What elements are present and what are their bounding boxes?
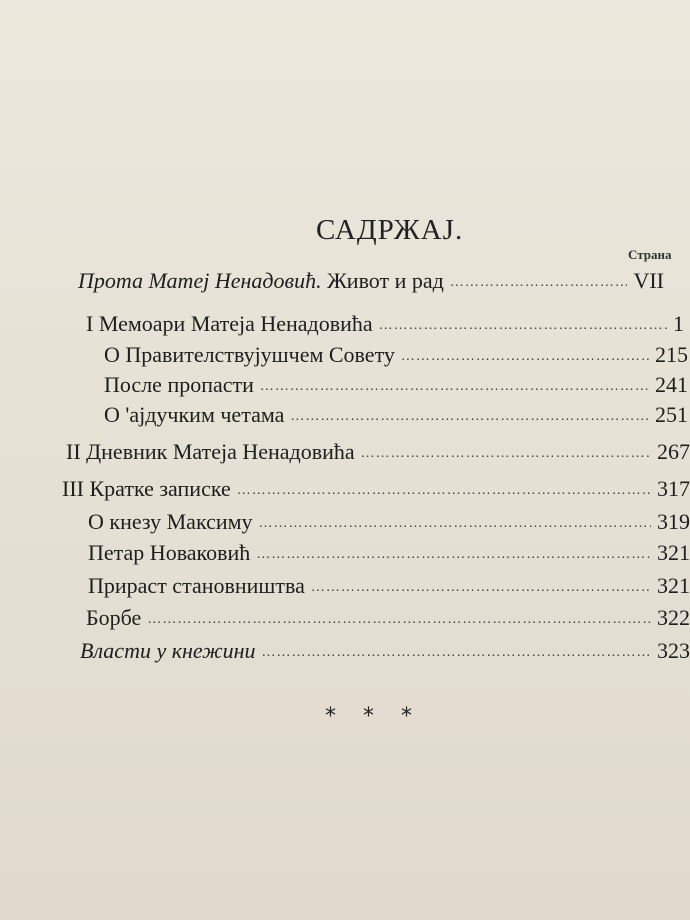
toc-entry (88, 540, 690, 568)
toc-entry-label: О 'ајдучким четама (104, 402, 285, 427)
contents-title: САДРЖАЈ. (316, 214, 464, 246)
leader-dots (259, 516, 651, 532)
toc-entry-page: 241 (655, 372, 688, 397)
toc-entry-label: Прираст становништва (88, 573, 305, 598)
toc-entry-page: 321 (657, 573, 690, 598)
leader-dots (401, 349, 649, 365)
toc-entry-label: Власти у кнежини (80, 638, 256, 663)
toc-entry-label: Петар Новаковић (88, 540, 251, 565)
toc-entry (78, 268, 664, 296)
toc-entry-label: III Кратке записке (62, 476, 231, 501)
leader-dots (311, 580, 651, 596)
toc-entry-page: 317 (657, 476, 690, 501)
toc-entry-prefix: Прота Матеј Ненадовић. (78, 268, 322, 293)
leader-dots (262, 645, 651, 661)
toc-entry-page: 215 (655, 342, 688, 367)
toc-entry-page: 322 (657, 605, 690, 630)
toc-entry (86, 605, 690, 633)
toc-entry (104, 402, 688, 430)
toc-entry (86, 311, 684, 339)
toc-entry-page: 251 (655, 402, 688, 427)
toc-entry-label: Живот и рад (327, 268, 444, 293)
toc-entry-label: О кнезу Максиму (88, 509, 253, 534)
toc-entry-page: 321 (657, 540, 690, 565)
leader-dots (361, 446, 651, 462)
page-column-label: Страна (628, 247, 672, 262)
leader-dots (147, 612, 651, 628)
toc-entry (66, 439, 690, 467)
toc-entry-label: I Мемоари Матеја Ненадовића (86, 311, 373, 336)
leader-dots (237, 483, 651, 499)
leader-dots (290, 409, 649, 425)
leader-dots (256, 547, 651, 563)
toc-entry-page: 1 (673, 311, 684, 336)
leader-dots (260, 379, 649, 395)
toc-entry-page: VII (633, 268, 664, 293)
toc-entry-label: II Дневник Матеја Ненадовића (66, 439, 355, 464)
toc-entry (104, 342, 688, 370)
ornament-asterisks: * * * (325, 704, 422, 729)
toc-entry (88, 573, 690, 601)
toc-entry (104, 372, 688, 400)
toc-entry-label: О Правителствујушчем Совету (104, 342, 395, 367)
toc-entry (62, 476, 690, 504)
toc-entry-page: 323 (657, 638, 690, 663)
toc-entry (88, 509, 690, 537)
leader-dots (379, 318, 667, 334)
toc-entry (80, 638, 690, 666)
toc-entry-label: Борбе (86, 605, 142, 630)
toc-entry-label: После пропасти (104, 372, 254, 397)
toc-entry-page: 319 (657, 509, 690, 534)
leader-dots (450, 275, 628, 291)
toc-entry-page: 267 (657, 439, 690, 464)
